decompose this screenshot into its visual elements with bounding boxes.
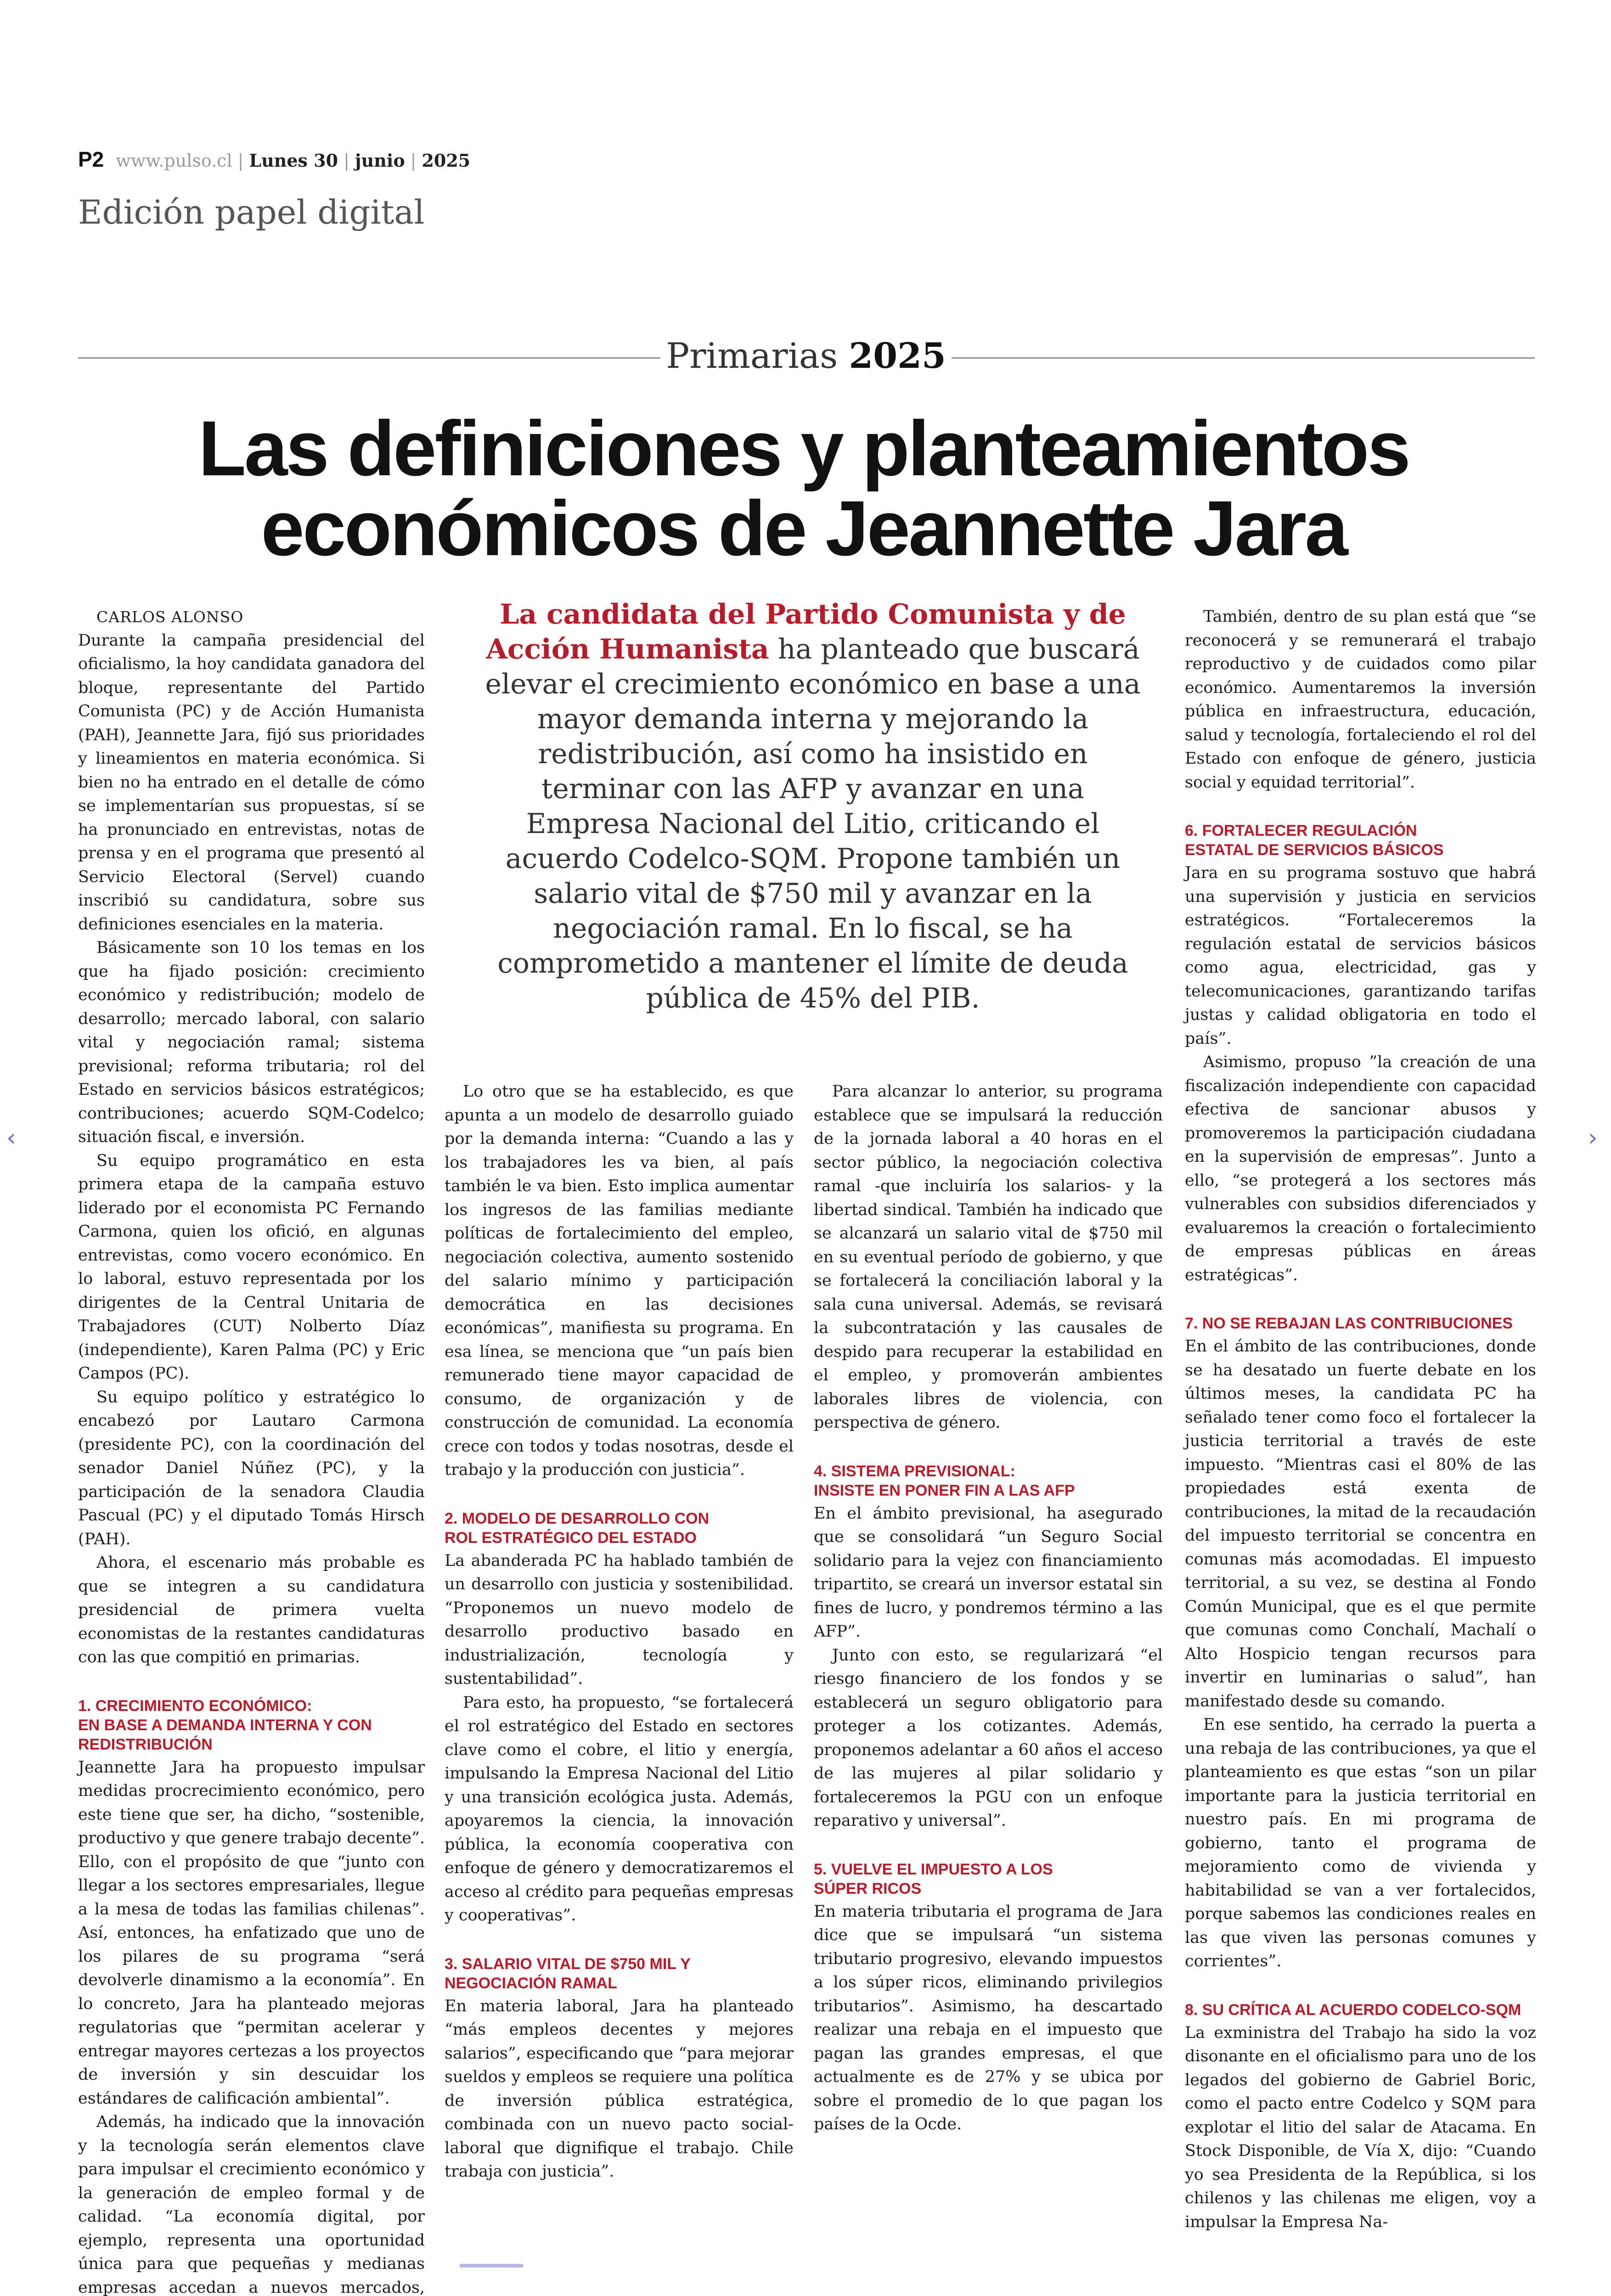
intro-paragraph: Básicamente son 10 los temas en los que ha fijado posición: crecimiento económico y redistribución; modelo de desarrollo; mercado laboral, con salario vital y negociación ramal; sistema previsional; reforma tributaria; rol del Estado en servicios básicos estratégicos; contribuciones; acuerdo SQM-Codelco; situación fiscal, e inversión.	[78, 939, 425, 1146]
s3-paragraph: En materia laboral, Jara ha planteado “más empleos decentes y mejores salarios”, especificando que “para mejorar sueldos y empleos se requiere una política de inversión pública estratégica, combinada con un nuevo pacto social-laboral que dignifique el trabajo. Chile trabaja con justicia”.	[445, 1997, 794, 2181]
column-2	[445, 1080, 794, 2184]
subhead-8: 8. SU CRÍTICA AL ACUERDO CODELCO-SQM	[1185, 2001, 1521, 2019]
prev-page-chevron-icon[interactable]: ‹	[6, 1124, 16, 1152]
s7-paragraph: En el ámbito de las contribuciones, donde se ha desatado un fuerte debate en los últimos meses, la candidata PC ha señalado tener como foco el fortalecer la justicia territorial a través de este impuesto. “Mientras casi el 80% de las propiedades está exenta de contribuciones, la mitad de la recaudación del impuesto territorial se concentra en comunas más acomodadas. El impuesto territorial, a su vez, se destina al Fondo Común Municipal, que es el que permite que comunas como Conchalí, Machalí o Alto Hospicio tengan recursos para invertir en luminarias o salud”, han manifestado desde su comando.	[1185, 1337, 1536, 1711]
s1-paragraph: Además, ha indicado que la innovación y la tecnología serán elementos clave para impulsar el crecimiento económico y la generación de empleo formal y de calidad. “La economía digital, por ejemplo, representa una oportunidad única para que pequeñas y medianas empresas accedan a nuevos mercados,	[78, 2113, 425, 2296]
page-header: P2 www.pulso.cl | Lunes 30 | junio | 2025	[78, 147, 471, 171]
s5-paragraph: En materia tributaria el programa de Jara dice que se impulsará “un sistema tributario progresivo, elevando impuestos a los súper ricos, eliminando privilegios tributarios”. Asimismo, ha descartado realizar una rebaja en el impuesto que pagan las grandes empresas, el que actualmente es de 27% y se ubica por sobre el promedio de lo que pagan los países de la Ocde.	[814, 1902, 1163, 2133]
s8-paragraph: La exministra del Trabajo ha sido la voz disonante en el oficialismo para uno de los legados del gobierno de Gabriel Boric, como el pacto entre Codelco y SQM para explotar el litio del salar de Atacama. En Stock Disponible, de Vía X, dijo: “Cuando yo sea Presidenta de la República, si los chilenos y las chilenas me eligen, voy a impulsar la Empresa Na-	[1185, 2023, 1536, 2231]
intro-paragraph: Su equipo político y estratégico lo encabezó por Lautaro Carmona (presidente PC), con la coordinación del senador Daniel Núñez (PC), y la participación de la senadora Claudia Pascual (PC) y el diputado Tomás Hirsch (PAH).	[78, 1388, 425, 1548]
subhead-5: 5. VUELVE EL IMPUESTO A LOS SÚPER RICOS	[814, 1860, 1053, 1897]
s1-paragraph: Jeannette Jara ha propuesto impulsar medidas procrecimiento económico, pero este tiene que ser, ha dicho, “sostenible, productivo y que genere trabajo decente”. Ello, con el propósito de que “junto con llegar a los sectores empresariales, llegue a la mesa de todas las familias chilenas”. Así, entonces, ha enfatizado que uno de los pilares de su programa “será devolverle dinamismo a la economía”. En lo concreto, Jara ha planteado mejoras regulatorias que “permitan acelerar y entregar mayores certezas a los proyectos de inversión y sin descuidar los estándares de calificación ambiental”.	[78, 1758, 425, 2108]
column-4	[1185, 605, 1536, 2234]
column-3	[814, 1080, 1163, 2137]
intro-paragraph: Su equipo programático en esta primera etapa de la campaña estuvo liderado por el economista PC Fernando Carmona, quien los ofició, en algunas entrevistas, como vocero económico. En lo laboral, estuvo representada por los dirigentes de la Central Unitaria de Trabajadores (CUT) Nolberto Díaz (independiente), Karen Palma (PC) y Eric Campos (PC).	[78, 1151, 425, 1383]
s2-paragraph: Para esto, ha propuesto, “se fortalecerá el rol estratégico del Estado en sectores clave como el cobre, el litio y energía, impulsando la Empresa Nacional del Litio y una transición ecológica justa. Además, apoyaremos la ciencia, la innovación pública, la economía cooperativa con enfoque de género y democratizaremos el acceso al crédito para pequeñas empresas y cooperativas”.	[445, 1693, 794, 1925]
deck-highlight: La candidata del Partido Comunista y de Acción Humanista	[486, 598, 1126, 665]
s2-paragraph: La abanderada PC ha hablado también de un desarrollo con justicia y sostenibilidad. “Proponemos un nuevo modelo de desarrollo productivo basado en industrialización, tecnología y sustentabilidad”.	[445, 1551, 794, 1688]
byline: CARLOS ALONSO	[96, 608, 244, 626]
edition-label: Edición papel digital	[78, 193, 425, 231]
s1-paragraph: Lo otro que se ha establecido, es que apunta a un modelo de desarrollo guiado por la demanda interna: “Cuando a las y los trabajadores les va bien, al país también le va bien. Esto implica aumentar los ingresos de las familias mediante políticas de fortalecimiento del empleo, negociación colectiva, aumento sostenido del salario mínimo y participación democrática en las decisiones económicas”, manifiesta su programa. En esa línea, se menciona que “un país bien remunerado tiene mayor capacidad de consumo, de organización y de construcción de comunidad. La economía crece con todos y todas nosotras, desde el trabajo y la producción con justicia”.	[445, 1082, 794, 1479]
page-number: P2	[78, 147, 104, 171]
subhead-1: 1. CRECIMIENTO ECONÓMICO: EN BASE A DEMANDA INTERNA Y CON REDISTRIBUCIÓN	[78, 1697, 372, 1753]
c4-lead-paragraph: También, dentro de su plan está que “se reconocerá y se remunerará el trabajo reproductivo y de cuidados como pilar económico. Aumentaremos la inversión pública en infraestructura, educación, salud y tecnología, fortaleciendo el rol del Estado con enfoque de género, justicia social y equidad territorial”.	[1185, 608, 1536, 792]
s4-paragraph: En el ámbito previsional, ha asegurado que se consolidará “un Seguro Social solidario para la vejez con financiamiento tripartito, se creará un inversor estatal sin fines de lucro, y pondremos término a las AFP”.	[814, 1504, 1163, 1641]
subhead-7: 7. NO SE REBAJAN LAS CONTRIBUCIONES	[1185, 1315, 1513, 1332]
intro-paragraph: Ahora, el escenario más probable es que se integren a su candidatura presidencial de primera vuelta economistas de la restantes candidaturas con las que compitió en primarias.	[78, 1553, 425, 1666]
issue-month: junio	[355, 150, 405, 171]
section-rule-left	[78, 357, 660, 359]
deck-text: ha planteado que buscará elevar el crecimiento económico en base a una mayor demanda interna y mejorando la redistribución, así como ha insistido en terminar con las AFP y avanzar en una Empresa Nacional del Litio, criticando el acuerdo Codelco-SQM. Propone también un salario vital de $750 mil y avanzar en la negociación ramal. En lo fiscal, se ha comprometido a mantener el límite de deuda pública de 45% del PIB.	[485, 633, 1141, 1014]
section-label: Primarias	[666, 335, 838, 376]
issue-day: Lunes 30	[249, 150, 338, 171]
headline: Las definiciones y planteamientos económicos de Jeannette Jara	[198, 405, 1409, 572]
page-scroll-indicator[interactable]	[459, 2264, 524, 2268]
column-1	[78, 605, 425, 2296]
section-rule-right	[952, 357, 1535, 359]
site-url[interactable]: www.pulso.cl	[116, 151, 232, 171]
s3-paragraph: Para alcanzar lo anterior, su programa establece que se impulsará la reducción de la jornada laboral a 40 horas en el sector público, la negociación colectiva ramal -que incluiría los salarios- y la libertad sindical. También ha indicado que se alcanzará un salario vital de $750 mil en su eventual período de gobierno, y que se fortalecerá la conciliación laboral y la sala cuna universal. Además, se revisará la subcontratación y las causales de despido para recuperar la estabilidad en el empleo, y promoverán ambientes laborales libres de violencia, con perspectiva de género.	[814, 1082, 1163, 1432]
next-page-chevron-icon[interactable]: ›	[1588, 1124, 1598, 1152]
intro-paragraph: Durante la campaña presidencial del oficialismo, la hoy candidata ganadora del bloque, representante del Partido Comunista (PC) y de Acción Humanista (PAH), Jeannette Jara, fijó sus prioridades y lineamientos en materia económica. Si bien no ha entrado en el detalle de cómo se implementarían sus propuestas, sí se ha pronunciado en entrevistas, notas de prensa y en el programa que presentó al Servicio Electoral (Servel) cuando inscribió su candidatura, sobre sus definiciones esenciales en la materia.	[78, 631, 425, 934]
subhead-4: 4. SISTEMA PREVISIONAL: INSISTE EN PONER FIN A LAS AFP	[814, 1462, 1075, 1499]
issue-year: 2025	[422, 150, 471, 171]
section-title	[661, 335, 951, 376]
s6-paragraph: Jara en su programa sostuvo que habrá una supervisión y justicia en servicios estratégicos. “Fortaleceremos la regulación estatal de servicios básicos como agua, electricidad, gas y telecomunicaciones, garantizando tarifas justas y calidad obligatoria en todo el país”.	[1185, 864, 1536, 1048]
s6-paragraph: Asimismo, propuso ”la creación de una fiscalización independiente con capacidad efectiva de sancionar abusos y promoveremos la participación ciudadana en la supervisión de empresas”. Junto a ello, “se protegerá a los sectores más vulnerables con subsidios diferenciados y evaluaremos la creación o fortalecimiento de empresas públicas en áreas estratégicas”.	[1185, 1053, 1536, 1284]
section-year: 2025	[849, 335, 946, 376]
deck	[478, 597, 1148, 1016]
subhead-3: 3. SALARIO VITAL DE $750 MIL Y NEGOCIACIÓN RAMAL	[445, 1955, 691, 1992]
subhead-6: 6. FORTALECER REGULACIÓN ESTATAL DE SERVICIOS BÁSICOS	[1185, 822, 1444, 859]
subhead-2: 2. MODELO DE DESARROLLO CON ROL ESTRATÉGICO DEL ESTADO	[445, 1509, 710, 1547]
s4-paragraph: Junto con esto, se regularizará “el riesgo financiero de los fondos y se establecerá un seguro obligatorio para proteger a los cotizantes. Además, proponemos adelantar a 60 años el acceso de las mujeres al pilar solidario y fortaleceremos la PGU con un enfoque reparativo y universal”.	[814, 1646, 1163, 1830]
s7-paragraph: En ese sentido, ha cerrado la puerta a una rebaja de las contribuciones, ya que el planteamiento es que estas “son un pilar importante para la justicia territorial en nuestro país. En mi programa de gobierno, tanto el programa de mejoramiento como de vivienda y habitabilidad se van a ver fortalecidos, porque sabemos las condiciones reales en las que viven las personas comunes y corrientes”.	[1185, 1716, 1536, 1970]
